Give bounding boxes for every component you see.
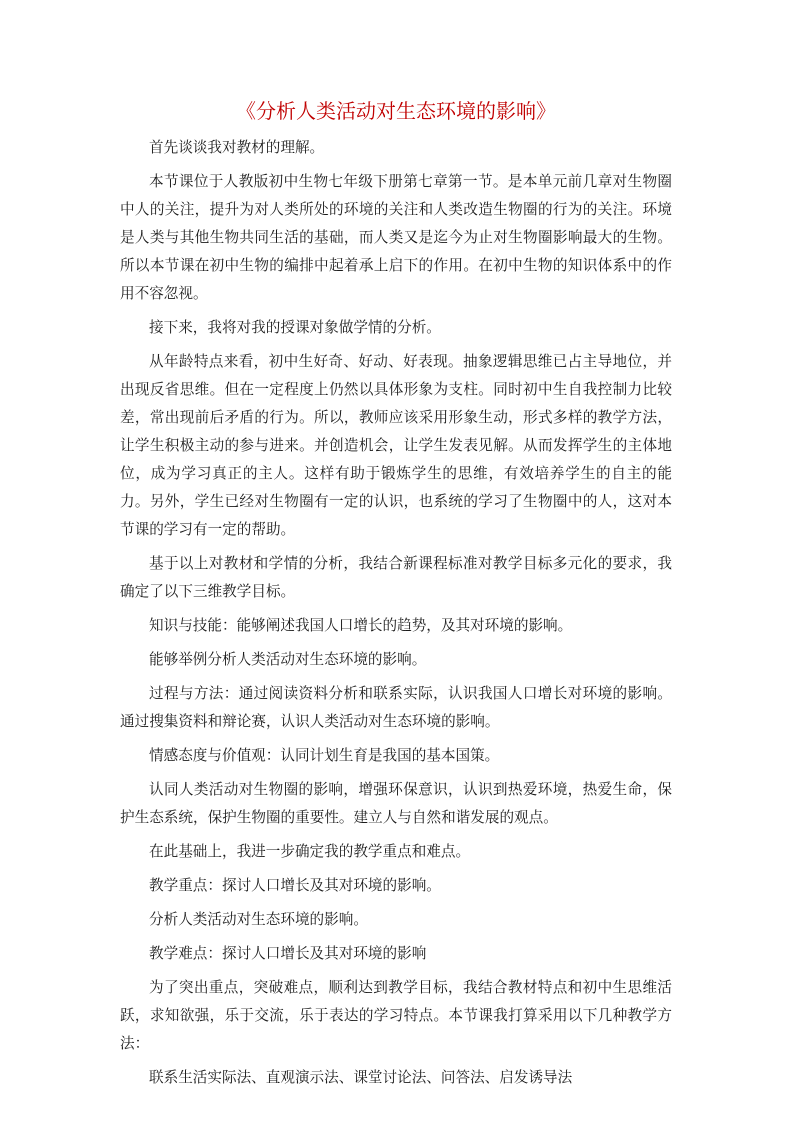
- paragraph-methods: 联系生活实际法、直观演示法、课堂讨论法、问答法、启发诱导法: [149, 1069, 573, 1086]
- paragraph-goals-intro: 基于以上对教材和学情的分析，我结合新课程标准对教学目标多元化的要求，我确定了以下三维教学目标。: [120, 555, 672, 600]
- paragraph-goal-knowledge-2: 能够举例分析人类活动对生态环境的影响。: [149, 651, 427, 668]
- paragraph-goal-attitude: 情感态度与价值观：认同计划生育是我国的基本国策。: [149, 747, 500, 764]
- paragraph-methods-intro: 为了突出重点，突破难点，顺利达到教学目标，我结合教材特点和初中生思维活跃，求知欲强，乐于交流，乐于表达的学习特点。本节课我打算采用以下几种教学方法：: [120, 979, 672, 1052]
- paragraph-key-point-2: 分析人类活动对生态环境的影响。: [149, 911, 368, 928]
- paragraph-goal-attitude-2: 认同人类活动对生物圈的影响，增强环保意识，认识到热爱环境，热爱生命，保护生态系统，保护生物圈的重要性。建立人与自然和谐发展的观点。: [120, 781, 672, 826]
- paragraph-students-intro: 接下来，我将对我的授课对象做学情的分析。: [149, 319, 441, 336]
- paragraph-textbook: 本节课位于人教版初中生物七年级下册第七章第一节。是本单元前几章对生物圈中人的关注，提升为对人类所处的环境的关注和人类改造生物圈的行为的关注。环境是人类与其他生物共同生活的基础，而人类又是迄今为止对生物圈影响最大的生物。所以本节课在初中生物的编排中起着承上启下的作用。在初中生物的知识体系中的作用不容忽视。: [120, 173, 672, 302]
- paragraph-goal-knowledge: 知识与技能：能够阐述我国人口增长的趋势，及其对环境的影响。: [149, 617, 573, 634]
- document-title: 《分析人类活动对生态环境的影响》: [236, 99, 556, 123]
- paragraph-students: 从年龄特点来看，初中生好奇、好动、好表现。抽象逻辑思维已占主导地位，并出现反省思维。但在一定程度上仍然以具体形象为支柱。同时初中生自我控制力比较差，常出现前后矛盾的行为。所以，教师应该采用形象生动，形式多样的教学方法，让学生积极主动的参与进来。并创造机会，让学生发表见解。从而发挥学生的主体地位，成为学习真正的主人。这样有助于锻炼学生的思维，有效培养学生的自主的能力。另外，学生已经对生物圈有一定的认识，也系统的学习了生物圈中的人，这对本节课的学习有一定的帮助。: [120, 353, 672, 538]
- paragraph-focus-intro: 在此基础上，我进一步确定我的教学重点和难点。: [149, 843, 471, 860]
- paragraph-key-point: 教学重点：探讨人口增长及其对环境的影响。: [149, 877, 441, 894]
- paragraph-difficulty: 教学难点：探讨人口增长及其对环境的影响: [149, 945, 427, 962]
- paragraph-goal-process: 过程与方法：通过阅读资料分析和联系实际，认识我国人口增长对环境的影响。 通过搜集资料和辩论赛，认识人类活动对生态环境的影响。: [120, 685, 672, 730]
- paragraph-intro: 首先谈谈我对教材的理解。: [149, 139, 325, 156]
- document-page: [120, 96, 672, 1098]
